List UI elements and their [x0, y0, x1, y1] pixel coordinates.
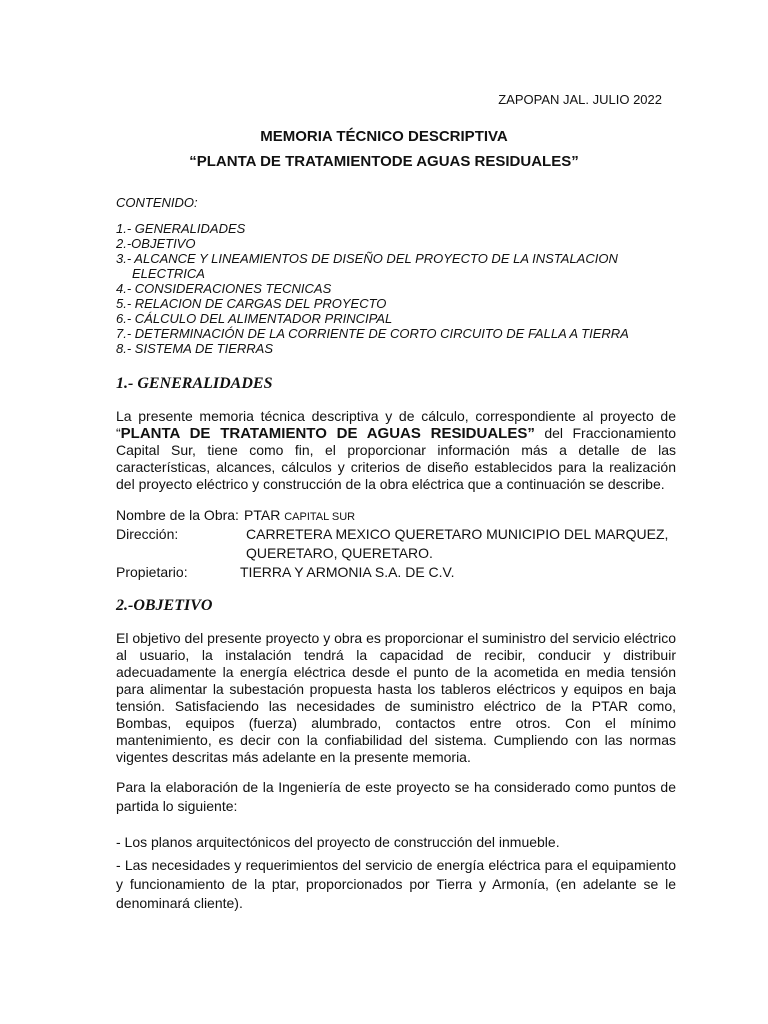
section-heading-generalidades: 1.- GENERALIDADES: [116, 375, 273, 392]
list-item: - Las necesidades y requerimientos del servicio de energía eléctrica para el equipamiento y funcionamiento de la ptar, proporcionados por Tierra y Armonía, (en adelante se le denominará cliente).: [116, 857, 676, 911]
toc-item: 4.- CONSIDERACIONES TECNICAS: [116, 281, 332, 296]
objetivo-paragraph: El objetivo del presente proyecto y obra es proporcionar el suministro del servicio eléctrico al usuario, la instalación tendrá la capacidad de recibir, conducir y distribuir adecuadamente la energía eléctrica desde el punto de la acometida en media tensión para alimentar la subestación propuesta hasta los tableros eléctricos y equipos en baja tensión. Satisfaciendo las necesidades de suministro eléctrico de la PTAR como, Bombas, equipos (fuerza) alumbrado, contactos entre otros. Con el mínimo mantenimiento, es decir con la confiabilidad del sistema. Cumpliendo con las normas vigentes descritas más adelante en la presente memoria.: [116, 630, 676, 765]
paragraph-text-end: del Fraccionamiento Capital Sur, tiene como fin, el proporcionar información más a detalle de las características, alcances, cálculos y criterios de diseño establecidos para la realización del proyecto eléctrico y construcción de la obra eléctrica que a continuación se describe.: [116, 425, 676, 492]
toc-item: 7.- DETERMINACIÓN DE LA CORRIENTE DE CORTO CIRCUITO DE FALLA A TIERRA: [116, 326, 629, 341]
direccion-label: Dirección:: [116, 526, 179, 542]
obra-label: Nombre de la Obra:: [116, 507, 239, 523]
propietario-value: TIERRA Y ARMONIA S.A. DE C.V.: [240, 564, 455, 580]
list-item: - Los planos arquitectónicos del proyecto de construcción del inmueble.: [116, 834, 560, 850]
document-subtitle: “PLANTA DE TRATAMIENTODE AGUAS RESIDUALES”: [189, 153, 579, 170]
toc-item: 1.- GENERALIDADES: [116, 221, 246, 236]
direccion-value-line1: CARRETERA MEXICO QUERETARO MUNICIPIO DEL MARQUEZ,: [246, 526, 669, 542]
obra-value: [244, 507, 355, 526]
toc-item-continuation: ELECTRICA: [132, 266, 205, 281]
generalidades-paragraph: [116, 408, 676, 493]
objetivo-intro-paragraph: Para la elaboración de la Ingeniería de este proyecto se ha considerado como puntos de partida lo siguiente:: [116, 779, 676, 814]
obra-value-secondary: CAPITAL SUR: [284, 511, 356, 523]
project-name-bold: PLANTA DE TRATAMIENTO DE AGUAS RESIDUALES”: [120, 425, 535, 442]
toc-item: 8.- SISTEMA DE TIERRAS: [116, 341, 273, 356]
propietario-label: Propietario:: [116, 564, 188, 580]
toc-item: 3.- ALCANCE Y LINEAMIENTOS DE DISEÑO DEL PROYECTO DE LA INSTALACION: [116, 251, 618, 266]
obra-value-main: PTAR: [244, 507, 281, 523]
contents-label: CONTENIDO:: [116, 195, 198, 210]
table-of-contents: [116, 221, 629, 356]
section-heading-objetivo: 2.-OBJETIVO: [116, 597, 213, 614]
objetivo-bullet-list: [116, 833, 676, 917]
document-date: ZAPOPAN JAL. JULIO 2022: [498, 92, 662, 107]
direccion-value-line2: QUERETARO, QUERETARO.: [246, 545, 433, 561]
toc-item: 5.- RELACION DE CARGAS DEL PROYECTO: [116, 296, 387, 311]
document-title: MEMORIA TÉCNICO DESCRIPTIVA: [260, 128, 508, 145]
paragraph-text-start: La presente memoria técnica descriptiva y de cálculo, correspondiente al proyecto de “: [116, 408, 676, 441]
toc-item: 2.-OBJETIVO: [116, 236, 196, 251]
toc-item: 6.- CÁLCULO DEL ALIMENTADOR PRINCIPAL: [116, 311, 393, 326]
